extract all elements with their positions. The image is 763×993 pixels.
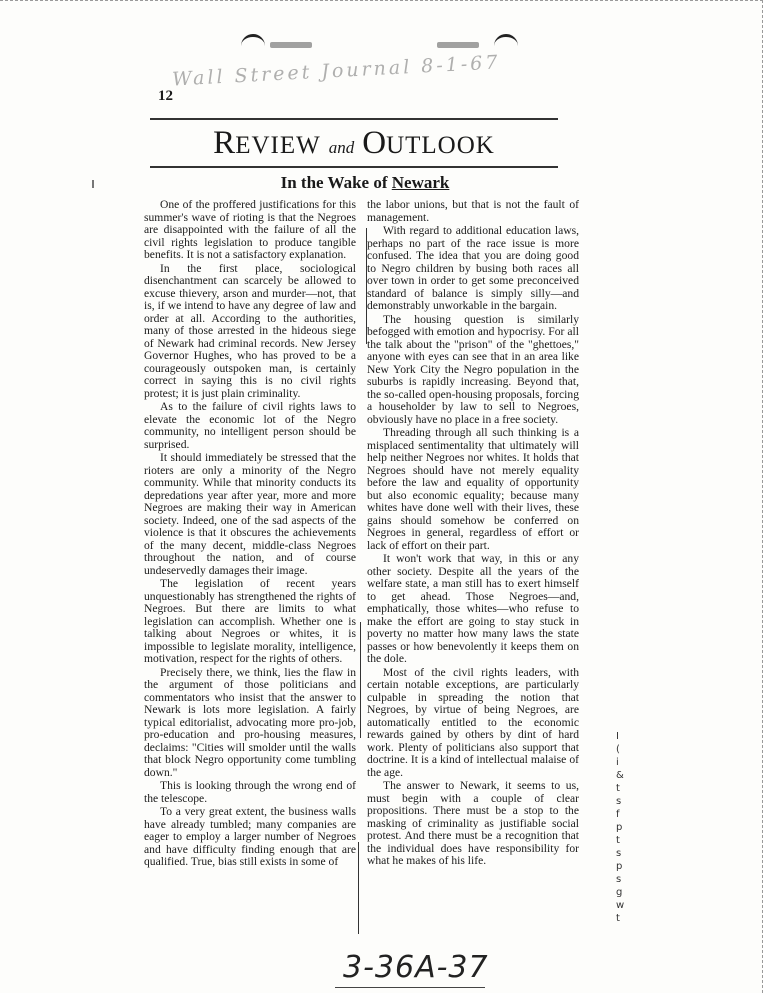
margin-tick <box>92 180 94 188</box>
paragraph: It should immediately be stressed that the rioters are only a minority of the Negro community. While that minority conducts its depredations year after year, more and more Negroes are making their way in American society. Indeed, one of the sad aspects of the violence is that it obscures the achievements of the many decent, middle-class Negroes throughout the nation, and of course undeservedly damages their image. <box>144 451 356 577</box>
article-column-right <box>367 199 579 869</box>
paragraph: This is looking through the wrong end of the telescope. <box>144 779 356 805</box>
paragraph: One of the proffered justifications for this summer's wave of rioting is that the Negroes are disappointed with the failure of all the civil rights legislation to produce tangible benefits. It is not a satisfactory explanation. <box>144 198 356 261</box>
masthead-word2-cap: O <box>362 125 387 161</box>
margin-mark: t <box>616 835 620 846</box>
margin-mark: & <box>616 770 624 781</box>
paragraph: It won't work that way, in this or any other society. Despite all the years of the welfare state, a man still has to exert himself to get ahead. Those Negroes—and, emphatically, those whites—who refuse to make the effort are going to stay stuck in poverty no matter how many laws the state passes or how benevolently it keeps them on the dole. <box>367 552 579 665</box>
paragraph: The answer to Newark, it seems to us, must begin with a couple of clear propositions. There must be a stop to the masking of criminality as justifiable social protest. And there must be a recognition that the individual does have responsibility for what he makes of his life. <box>367 779 579 867</box>
margin-mark: I <box>616 731 619 742</box>
page-edge-top <box>0 0 763 4</box>
binder-hole-left <box>241 34 265 51</box>
headline-prefix: In the Wake of <box>280 173 388 192</box>
margin-mark: s <box>616 848 622 859</box>
pen-bracket-education <box>366 228 367 344</box>
pen-bracket-answer <box>358 842 359 934</box>
binder-smudge-right <box>437 42 479 48</box>
binder-smudge-left <box>270 42 312 48</box>
paragraph: The housing question is similarly befogged with emotion and hypocrisy. For all the talk about the "prison" of the "ghettoes," anyone with eyes can see that in an area like New York City the Negro population in the suburbs is rapidly increasing. Beyond that, the so-called open-housing proposals, forcing a householder by law to sell to Negroes, obviously have no place in a free society. <box>367 312 579 426</box>
paragraph: the labor unions, but that is not the fault of management. <box>367 198 579 224</box>
masthead-word1-rest: EVIEW <box>235 132 321 159</box>
margin-mark: s <box>616 874 622 885</box>
binder-hole-right <box>494 34 518 51</box>
margin-mark: w <box>616 900 625 911</box>
handwritten-note: Wall Street Journal 8-1-67 <box>171 51 501 91</box>
masthead-word2-rest: UTLOOK <box>386 132 495 159</box>
masthead-connector: and <box>328 138 355 157</box>
paragraph: Precisely there, we think, lies the flaw in the argument of those politicians and commentators who insist that the answer to Newark is lots more legislation. A fairly typical editorialist, advocating more pro-job, pro-education and pro-housing measures, declaims: "Cities will smolder until the walls that block Negro opportunity come tumbling down." <box>144 665 356 779</box>
paragraph: As to the failure of civil rights laws to elevate the economic lot of the Negro community, no intelligent person should be surprised. <box>144 400 356 451</box>
article-column-left <box>144 199 356 870</box>
pen-bracket-welfare <box>360 622 361 738</box>
masthead <box>150 118 558 168</box>
margin-marks <box>616 730 632 925</box>
paragraph: Threading through all such thinking is a misplaced sentimentality that ultimately will help neither Negroes nor whites. It holds that Negroes should have not merely equality before the law and equality of opportunity but also economic equality; because many whites have done well with their lives, these gains should somehow be conferred on Negroes in general, regardless of effort or lack of effort on their part. <box>367 426 579 552</box>
margin-mark: ( <box>616 744 620 755</box>
margin-mark: t <box>616 913 620 924</box>
title-rule <box>310 167 402 168</box>
margin-mark: p <box>616 861 623 872</box>
paragraph: With regard to additional education laws, perhaps no part of the race issue is more confused. The idea that you are doing good to Negro children by busing both races all over town in order to get some preconceived standard of balance is simply silly—and demonstrably unworkable in the bargain. <box>367 224 579 312</box>
margin-mark: g <box>616 887 623 898</box>
margin-mark: t <box>616 783 620 794</box>
margin-mark: s <box>616 796 622 807</box>
paragraph: Most of the civil rights leaders, with certain notable exceptions, are particularly culpable in spreading the notion that Negroes, by virtue of being Negroes, are automatically entitled to the economic rewards gained by others by dint of hard work. Plenty of politicians also support that doctrine. It is a kind of intellectual malaise of the age. <box>367 665 579 779</box>
paragraph: In the first place, sociological disenchantment can scarcely be allowed to excuse thievery, arson and murder—not, that is, if we intend to have any degree of law and order at all. According to the authorities, many of those arrested in the hideous siege of Newark had criminal records. New Jersey Governor Hughes, who has proved to be a courageously outspoken man, is certainly correct in saying this is no civil rights protest; it is just plain criminality. <box>144 261 356 400</box>
file-number: 3-36A-37 <box>343 950 489 985</box>
file-number-underline <box>335 987 485 988</box>
paragraph: The legislation of recent years unquestionably has strengthened the rights of Negroes. But there are limits to what legislation can accomplish. Whether one is talking about Negroes or whites, it is impossible to legislate morality, intelligence, motivation, respect for the rights of others. <box>144 577 356 665</box>
margin-mark: p <box>616 822 623 833</box>
headline-place: Newark <box>391 173 450 192</box>
masthead-word1-cap: R <box>213 125 236 161</box>
margin-mark: i <box>616 757 619 768</box>
article-headline <box>150 173 580 193</box>
margin-mark: f <box>616 809 620 820</box>
paragraph: To a very great extent, the business walls have already tumbled; many companies are eager to employ a larger number of Negroes and have difficulty finding enough that are qualified. True, bias still exists in some of <box>144 805 356 868</box>
page-number: 12 <box>158 88 173 104</box>
